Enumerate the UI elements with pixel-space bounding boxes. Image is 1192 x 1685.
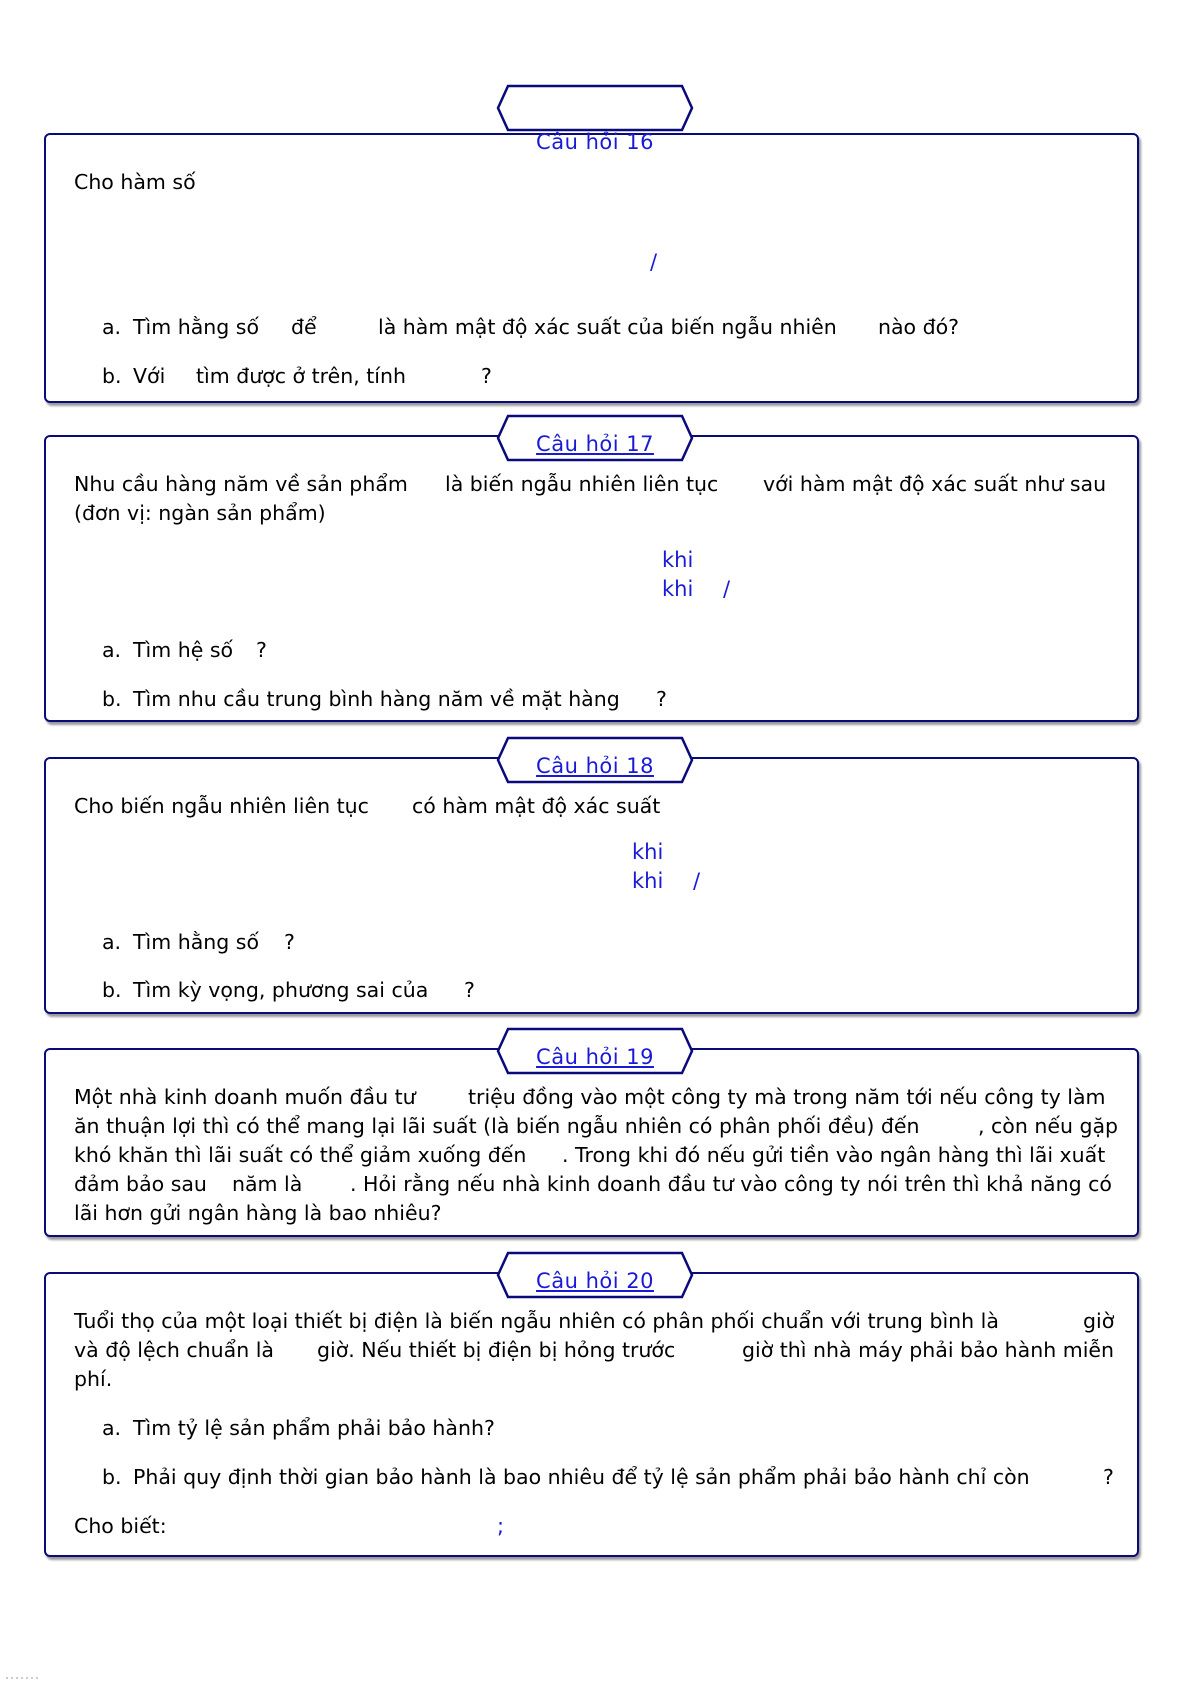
q17-line2: (đơn vị: ngàn sản phẩm) — [74, 501, 326, 525]
q16-part-a-label: a. — [102, 315, 122, 339]
q19-line5: lãi hơn gửi ngân hàng là bao nhiêu? — [74, 1201, 442, 1225]
q18-part-a-text-1: Tìm hằng số — [133, 930, 260, 954]
question-20-title-text: Câu hỏi 20 — [536, 1269, 654, 1293]
q17-line1-part2: là biến ngẫu nhiên liên tục — [445, 472, 719, 496]
question-17-title — [498, 432, 692, 456]
q20-part-b-label: b. — [102, 1465, 122, 1489]
q17-formula-slash: / — [723, 577, 731, 601]
q19-line2-part2: , còn nếu gặp — [978, 1114, 1119, 1138]
q16-part-b-text-3: ? — [481, 364, 492, 388]
q18-part-b-label: b. — [102, 978, 122, 1002]
q17-part-a-label: a. — [102, 638, 122, 662]
q16-part-b-label: b. — [102, 364, 122, 388]
q19-line2-part1: ăn thuận lợi thì có thể mang lại lãi suất (là biến ngẫu nhiên có phân phối đều) đến — [74, 1114, 920, 1138]
question-19-title-text: Câu hỏi 19 — [536, 1045, 654, 1069]
q18-part-a-text-2: ? — [284, 930, 295, 954]
q19-line4-part3: . Hỏi rằng nếu nhà kinh doanh đầu tư vào công ty nói trên thì khả năng có — [350, 1172, 1112, 1196]
q19-line3-part2: . Trong khi đó nếu gửi tiền vào ngân hàng thì lãi xuất — [562, 1143, 1106, 1167]
q20-part-a-text: Tìm tỷ lệ sản phẩm phải bảo hành? — [133, 1416, 495, 1440]
q20-part-a-label: a. — [102, 1416, 122, 1440]
q16-part-a-text-4: nào đó? — [878, 315, 960, 339]
q16-part-a-text-2: để — [291, 315, 317, 339]
q18-intro-part2: có hàm mật độ xác suất — [412, 794, 661, 818]
q17-part-b-text-2: ? — [656, 687, 667, 711]
q16-part-a-text-3: là hàm mật độ xác suất của biến ngẫu nhiên — [378, 315, 837, 339]
question-16-title: Câu hỏi 16 — [536, 130, 654, 154]
q20-line3: phí. — [74, 1367, 113, 1391]
q16-part-b-text-1: Với — [133, 364, 166, 388]
q16-formula-fragment: / — [650, 250, 658, 274]
q20-line1-part2: giờ — [1083, 1309, 1115, 1333]
q20-line2-part2: giờ. Nếu thiết bị điện bị hỏng trước — [317, 1338, 676, 1362]
q18-formula-khi-2: khi — [632, 869, 664, 893]
q18-part-a-label: a. — [102, 930, 122, 954]
top-hexagon-ornament — [498, 86, 692, 130]
q18-part-b-text-1: Tìm kỳ vọng, phương sai của — [133, 978, 429, 1002]
q17-formula-khi-1: khi — [662, 548, 694, 572]
question-17-title-text: Câu hỏi 17 — [536, 432, 654, 456]
q17-line1-part3: với hàm mật độ xác suất như sau — [763, 472, 1107, 496]
footer-mark — [0, 1670, 60, 1680]
q20-part-b-text-2: ? — [1103, 1465, 1114, 1489]
q18-formula-khi-1: khi — [632, 840, 664, 864]
question-20-title — [498, 1269, 692, 1293]
q20-line2-part1: và độ lệch chuẩn là — [74, 1338, 274, 1362]
question-18-title-text: Câu hỏi 18 — [536, 754, 654, 778]
q20-line1-part1: Tuổi thọ của một loại thiết bị điện là biến ngẫu nhiên có phân phối chuẩn với trung bình là — [74, 1309, 999, 1333]
q17-part-a-text-2: ? — [256, 638, 267, 662]
q19-line3-part1: khó khăn thì lãi suất có thể giảm xuống đến — [74, 1143, 527, 1167]
q20-line2-part3: giờ thì nhà máy phải bảo hành miễn — [742, 1338, 1114, 1362]
question-19-title — [498, 1045, 692, 1069]
q20-part-b-text-1: Phải quy định thời gian bảo hành là bao nhiêu để tỷ lệ sản phẩm phải bảo hành chỉ còn — [133, 1465, 1030, 1489]
q18-part-b-text-2: ? — [464, 978, 475, 1002]
q17-part-b-label: b. — [102, 687, 122, 711]
question-18-title — [498, 754, 692, 778]
q19-line1-part2: triệu đồng vào một công ty mà trong năm tới nếu công ty làm — [468, 1085, 1106, 1109]
q17-part-a-text-1: Tìm hệ số — [133, 638, 234, 662]
q18-intro-part1: Cho biến ngẫu nhiên liên tục — [74, 794, 369, 818]
q17-part-b-text-1: Tìm nhu cầu trung bình hàng năm về mặt hàng — [133, 687, 620, 711]
q18-formula-slash: / — [693, 869, 701, 893]
q19-line4-part2: năm là — [232, 1172, 303, 1196]
q20-given-semicolon: ; — [497, 1514, 505, 1538]
q17-line1-part1: Nhu cầu hàng năm về sản phẩm — [74, 472, 408, 496]
q20-given-label: Cho biết: — [74, 1514, 167, 1538]
q16-intro: Cho hàm số — [74, 170, 196, 194]
q19-line4-part1: đảm bảo sau — [74, 1172, 207, 1196]
q16-part-a-text-1: Tìm hằng số — [133, 315, 260, 339]
q19-line1-part1: Một nhà kinh doanh muốn đầu tư — [74, 1085, 416, 1109]
q16-part-b-text-2: tìm được ở trên, tính — [196, 364, 406, 388]
q17-formula-khi-2: khi — [662, 577, 694, 601]
